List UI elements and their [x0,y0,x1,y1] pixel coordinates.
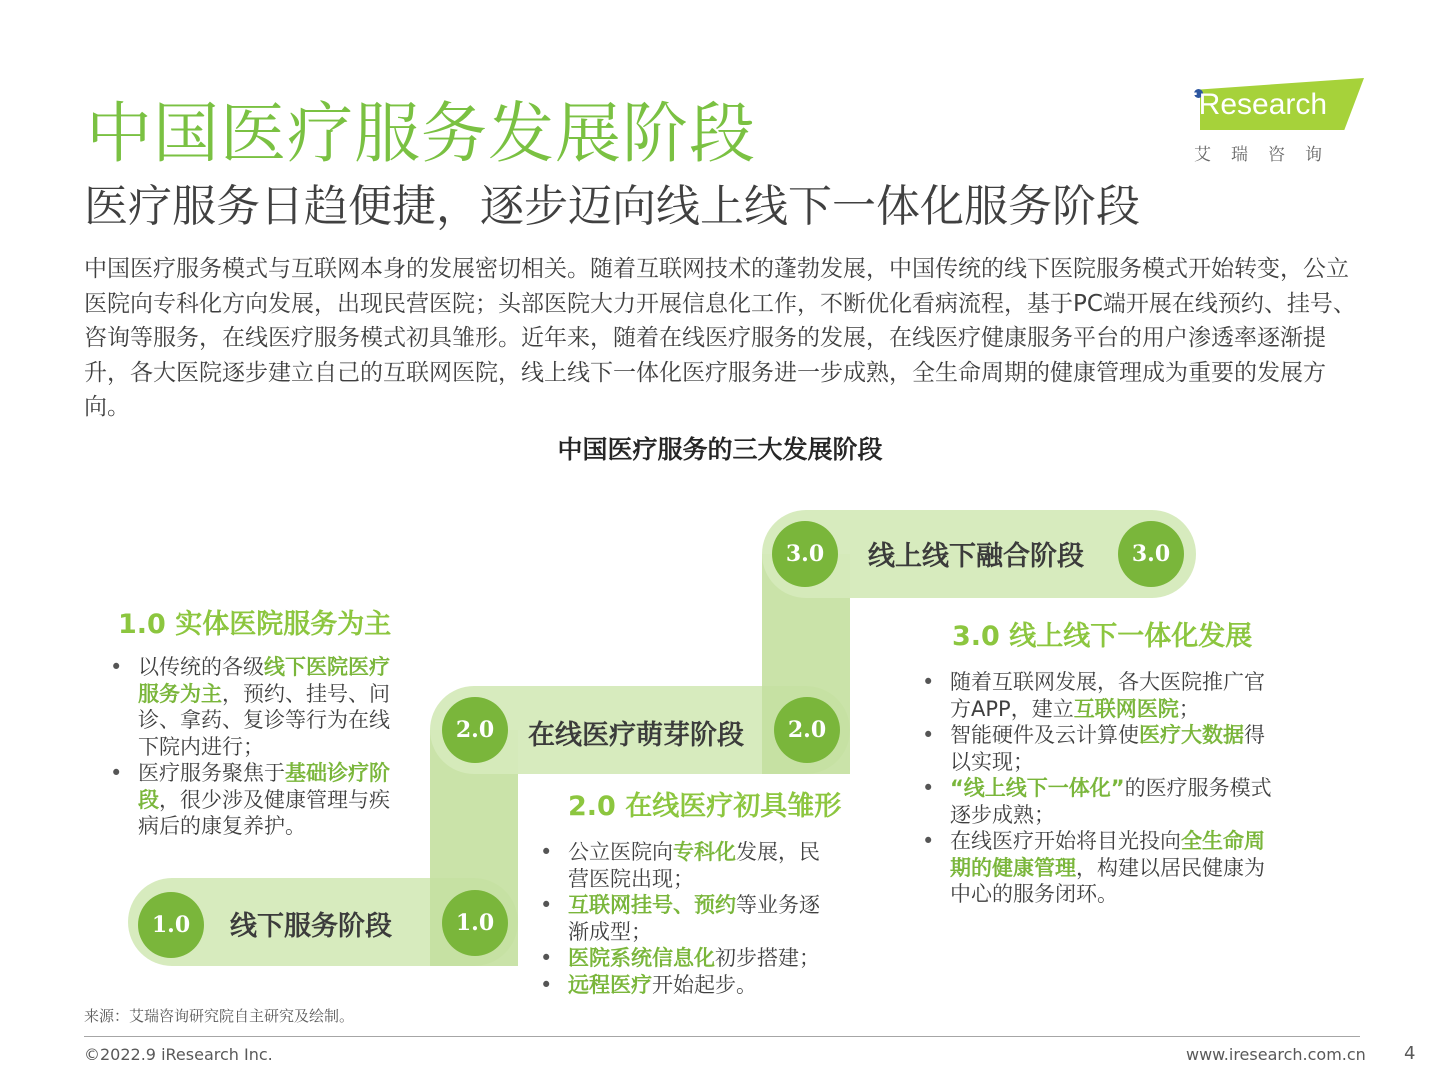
stage-2-bullet [538,972,838,999]
highlight-text: 远程医疗 [568,972,652,997]
stage-3-bullet [920,775,1282,828]
section-title: 中国医疗服务的三大发展阶段 [557,435,883,464]
stage-3-bullets [920,669,1282,908]
logo-tagline: 艾瑞咨询 [1194,145,1342,165]
bullet-text: 初步搭建； [715,946,820,970]
highlight-text: “线上线下一体化” [950,776,1125,800]
bullet-text: 随着互联网发展，各大医院推广官方APP，建立 [950,670,1265,721]
highlight-text: 专科化 [673,840,736,864]
stage-1-label: 线下服务阶段 [230,911,392,942]
bullet-text: 开始起步。 [652,972,757,997]
intro-paragraph: 中国医疗服务模式与互联网本身的发展密切相关。随着互联网技术的蓬勃发展，中国传统的线下医院服务模式开始转变，公立医院向专科化方向发展，出现民营医院；头部医院大力开展信息化工作，不断优化看病流程，基于PC端开展在线预约、挂号、咨询等服务，在线医疗服务模式初具雏形。近年来，随着在线医疗服务的发展，在线医疗健康服务平台的用户渗透率逐渐提升，各大医院逐步建立自己的互联网医院，线上线下一体化医疗服务进一步成熟，全生命周期的健康管理成为重要的发展方向。 [84,256,1356,420]
source-note: 来源：艾瑞咨询研究院自主研究及绘制。 [84,1007,355,1025]
bullet-text: ，很少涉及健康管理与疾病后的康复养护。 [138,787,390,838]
stage-2-label: 在线医疗萌芽阶段 [528,720,744,751]
stage-3-badge-left: 3.0 [772,521,838,587]
stage-1-bullet [108,654,408,760]
bullet-text: 发展，民营医院出现； [568,840,820,891]
footer-divider [84,1036,1360,1037]
page-subtitle: 医疗服务日趋便捷，逐步迈向线上线下一体化服务阶段 [84,181,1140,232]
bullet-text: 智能硬件及云计算使 [950,723,1139,747]
bullet-text: 在线医疗开始将目光投向 [950,829,1181,853]
page-title: 中国医疗服务发展阶段 [86,95,756,172]
stage-2-bullet [538,945,838,972]
stage-1-bullet [108,760,408,840]
stage-3-bullet [920,722,1282,775]
bullet-text: 医疗服务聚焦于 [138,761,285,785]
highlight-text: 基础诊疗阶段 [138,761,390,812]
bullet-text: ，预约、挂号、问诊、拿药、复诊等行为在线下院内进行； [138,681,390,759]
stage-1-badge-right: 1.0 [442,890,508,956]
stage-1-heading: 1.0 实体医院服务为主 [118,609,392,640]
stage-3-bullet [920,828,1282,908]
stage-2-badge-right: 2.0 [774,697,840,763]
highlight-text: 全生命周期的健康管理 [950,829,1265,880]
stage-2-heading: 2.0 在线医疗初具雏形 [568,791,842,822]
bullet-text: 公立医院向 [568,840,673,864]
page-number: 4 [1404,1043,1416,1064]
highlight-text: 互联网医院 [1073,696,1179,721]
highlight-text: 互联网挂号、预约 [568,893,736,917]
stage-2-bullet [538,839,838,892]
stage-3-badge-right: 3.0 [1118,521,1184,587]
stage-1-badge-left: 1.0 [138,892,204,958]
stage-2-bullet [538,892,838,945]
bullet-text: 以传统的各级 [138,655,264,679]
bullet-text: 得以实现； [950,723,1265,774]
highlight-text: 医疗大数据 [1139,723,1244,747]
stage-3-label: 线上线下融合阶段 [868,541,1084,572]
highlight-text: 线下医院医疗服务为主 [138,655,390,706]
bullet-text: 的医疗服务模式逐步成熟； [950,776,1272,827]
bullet-text: ，构建以居民健康为中心的服务闭环。 [950,855,1265,906]
highlight-text: 医院系统信息化 [568,946,715,970]
stage-1-bullets [108,654,408,840]
bullet-text: 等业务逐渐成型； [568,893,820,944]
logo-wordmark: iResearch [1192,88,1328,121]
bullet-text: ； [1178,696,1200,721]
stage-3-bullet [920,669,1282,722]
stage-3-heading: 3.0 线上线下一体化发展 [952,621,1253,652]
stage-2-bullets [538,839,838,998]
website-link[interactable]: www.iresearch.com.cn [1186,1045,1366,1064]
stage-2-badge-left: 2.0 [442,697,508,763]
copyright: ©2022.9 iResearch Inc. [84,1045,273,1064]
